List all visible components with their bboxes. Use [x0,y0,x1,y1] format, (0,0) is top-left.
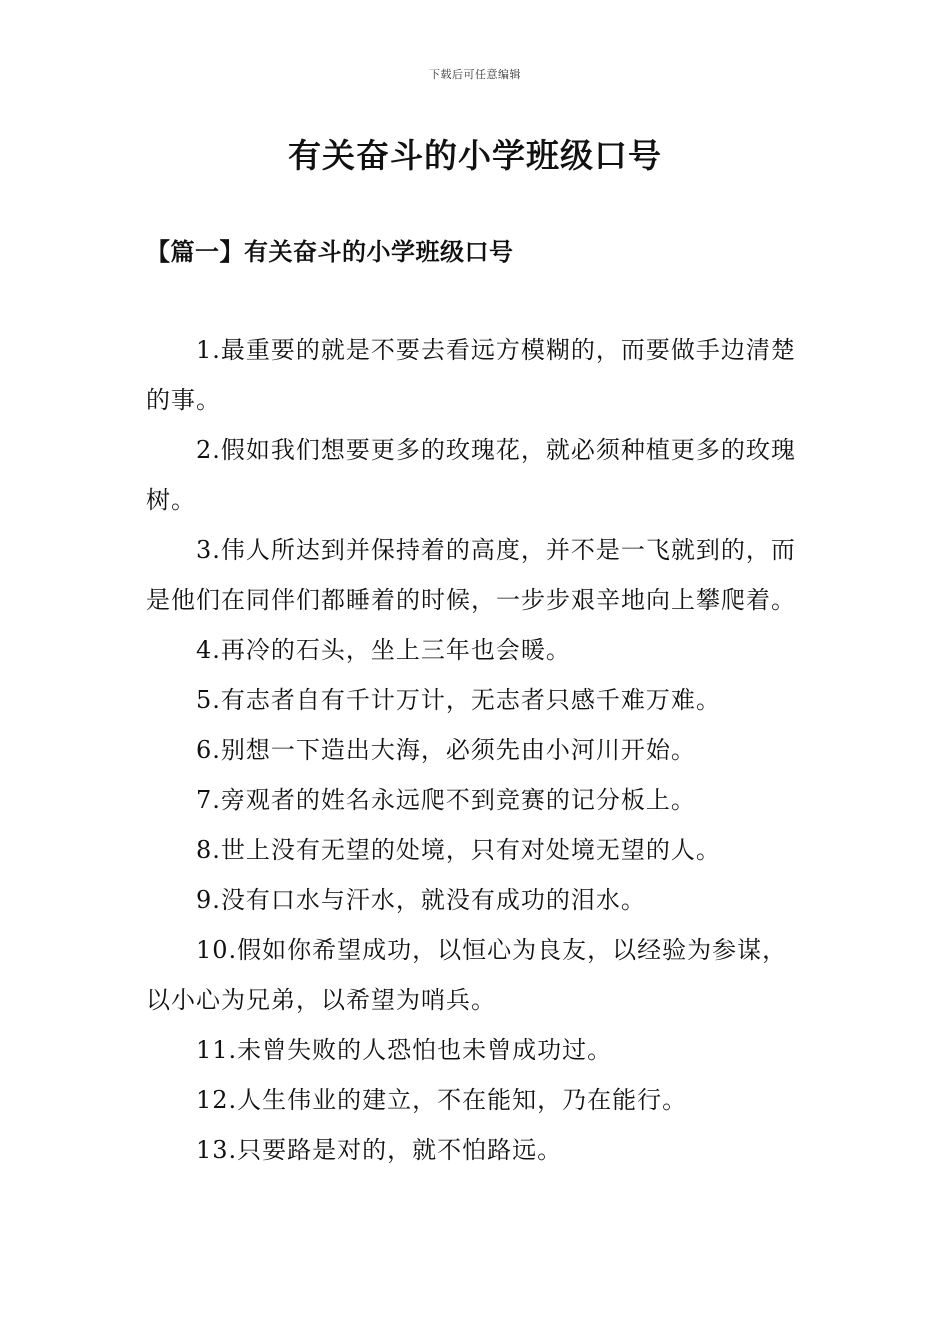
slogan-item: 2.假如我们想要更多的玫瑰花，就必须种植更多的玫瑰树。 [146,436,796,514]
slogan-item: 3.伟人所达到并保持着的高度，并不是一飞就到的，而是他们在同伴们都睡着的时候，一步步艰辛地向上攀爬着。 [146,536,796,614]
header-note: 下载后可任意编辑 [429,68,521,81]
slogan-item: 8.世上没有无望的处境，只有对处境无望的人。 [196,836,721,864]
slogan-item: 4.再冷的石头，坐上三年也会暖。 [196,636,571,664]
slogan-item: 1.最重要的就是不要去看远方模糊的，而要做手边清楚的事。 [146,336,796,414]
slogan-item: 7.旁观者的姓名永远爬不到竞赛的记分板上。 [196,786,696,814]
slogan-item: 9.没有口水与汗水，就没有成功的泪水。 [196,886,646,914]
slogan-item: 13.只要路是对的，就不怕路远。 [196,1136,563,1164]
slogan-list [146,325,810,1175]
slogan-item: 12.人生伟业的建立，不在能知，乃在能行。 [196,1086,688,1114]
slogan-item: 6.别想一下造出大海，必须先由小河川开始。 [196,736,696,764]
section-heading: 【篇一】有关奋斗的小学班级口号 [146,237,514,266]
slogan-item: 11.未曾失败的人恐怕也未曾成功过。 [196,1036,613,1064]
document-title: 有关奋斗的小学班级口号 [288,136,662,175]
slogan-item: 5.有志者自有千计万计，无志者只感千难万难。 [196,686,721,714]
slogan-item: 10.假如你希望成功，以恒心为良友，以经验为参谋，以小心为兄弟，以希望为哨兵。 [146,936,788,1014]
